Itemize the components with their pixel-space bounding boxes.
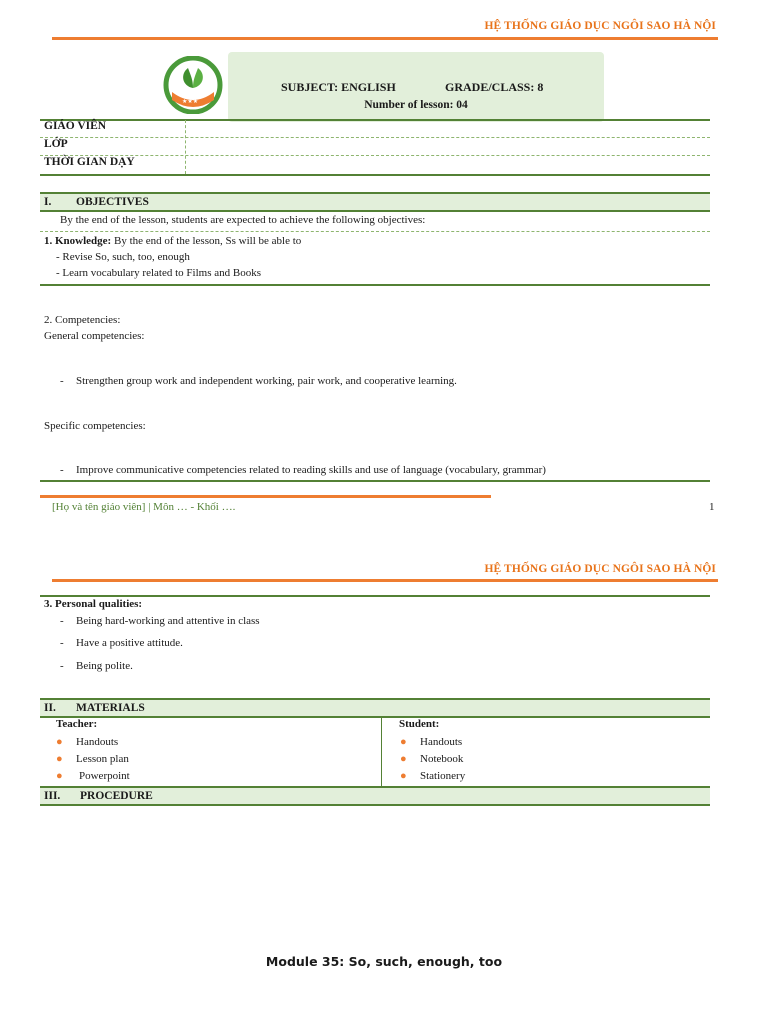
- footer-teacher-text: [Họ và tên giáo viên] | Môn … - Khối ….: [52, 501, 236, 513]
- header-rule: [52, 579, 718, 582]
- general-competencies-heading: General competencies:: [44, 330, 145, 342]
- section-number: I.: [44, 196, 52, 208]
- section-title: PROCEDURE: [80, 790, 153, 802]
- info-column-divider: [185, 120, 186, 174]
- knowledge-text: By the end of the lesson, Ss will be able to: [111, 235, 302, 247]
- list-item: ● Handouts: [56, 736, 119, 748]
- section-title: OBJECTIVES: [76, 196, 149, 208]
- bullet-icon: ●: [400, 736, 407, 748]
- school-logo-icon: [160, 56, 226, 114]
- competencies-heading: 2. Competencies:: [44, 314, 121, 326]
- list-item: ● Powerpoint: [56, 770, 130, 782]
- bullet-icon: ●: [400, 753, 407, 765]
- knowledge-line: [44, 235, 301, 247]
- bullet-icon: ●: [56, 770, 63, 782]
- list-item: ● Stationery: [400, 770, 466, 782]
- knowledge-label: 1. Knowledge:: [44, 235, 112, 247]
- subject-label: SUBJECT: ENGLISH: [281, 80, 396, 94]
- section-number: III.: [44, 790, 61, 802]
- qualities-top-border: [40, 595, 710, 597]
- school-name-header: HỆ THỐNG GIÁO DỤC NGÔI SAO HÀ NỘI: [484, 563, 716, 575]
- section-procedure-header: [40, 786, 710, 806]
- info-row-divider: [40, 155, 710, 156]
- subject-box: [228, 52, 604, 122]
- competencies-bottom-border: [40, 480, 710, 482]
- module-title: Module 35: So, such, enough, too: [265, 954, 503, 969]
- list-item: ● Lesson plan: [56, 753, 129, 765]
- section-objectives-header: [40, 192, 710, 212]
- knowledge-item: - Revise So, such, too, enough: [56, 251, 190, 263]
- list-item: ● Notebook: [400, 753, 464, 765]
- list-item: ● Handouts: [400, 736, 463, 748]
- grade-label: GRADE/CLASS: 8: [445, 80, 544, 94]
- bullet-icon: ●: [56, 753, 63, 765]
- objectives-divider: [40, 231, 710, 232]
- class-label: LỚP: [44, 138, 68, 150]
- qualities-heading: 3. Personal qualities:: [44, 598, 143, 610]
- knowledge-item: - Learn vocabulary related to Films and Books: [56, 267, 261, 279]
- student-materials-heading: Student:: [399, 718, 440, 730]
- footer-rule: [40, 495, 491, 498]
- knowledge-bottom-border: [40, 284, 710, 286]
- section-number: II.: [44, 702, 56, 714]
- specific-competencies-heading: Specific competencies:: [44, 420, 146, 432]
- bullet-icon: ●: [56, 736, 63, 748]
- teaching-time-label: THỜI GIAN DẠY: [44, 156, 135, 168]
- info-table-top-border: [40, 119, 710, 121]
- teacher-label: GIÁO VIÊN: [44, 120, 107, 132]
- bullet-icon: ●: [400, 770, 407, 782]
- teacher-materials-heading: Teacher:: [56, 718, 98, 730]
- objectives-intro: By the end of the lesson, students are expected to achieve the following objectives:: [60, 214, 426, 226]
- section-title: MATERIALS: [76, 702, 145, 714]
- info-table-bottom-border: [40, 174, 710, 176]
- materials-column-divider: [381, 718, 382, 786]
- section-materials-header: [40, 698, 710, 718]
- header-rule: [52, 37, 718, 40]
- page-number: 1: [709, 501, 715, 513]
- lesson-number: Number of lesson: 04: [364, 99, 468, 111]
- svg-text:★★★: ★★★: [182, 98, 199, 105]
- school-name-header: HỆ THỐNG GIÁO DỤC NGÔI SAO HÀ NỘI: [484, 20, 716, 32]
- info-row-divider: [40, 137, 710, 138]
